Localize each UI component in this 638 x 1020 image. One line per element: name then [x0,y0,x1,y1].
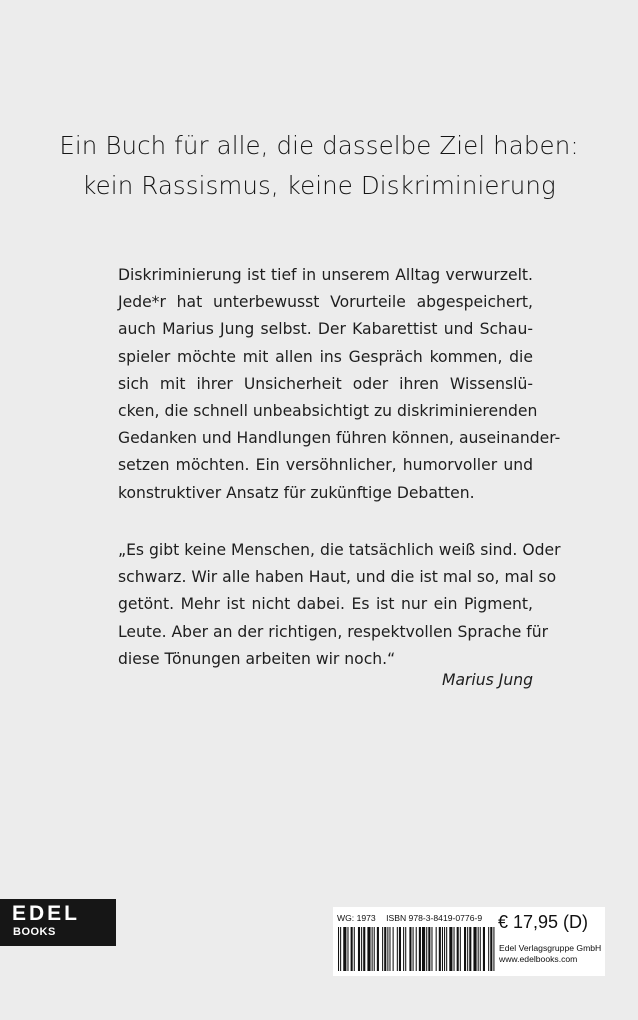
barcode-bar [493,927,494,971]
barcode-bar [377,927,379,971]
barcode-bar [480,927,481,971]
barcode-bar [347,927,348,971]
barcode-bar [460,927,461,971]
barcode-bar [354,927,355,971]
barcode-bar [399,927,401,971]
logo-word-books: BOOKS [13,926,56,938]
barcode-bar [464,927,466,971]
barcode-bar [413,927,414,971]
logo-word-edel: EDEL [12,902,81,925]
barcode-bar [384,927,386,971]
blurb-line: Jede*r hat unterbewusst Vorurteile abgespeichert, [118,293,533,312]
barcode-bar [449,927,452,971]
barcode-bar [387,927,388,971]
blurb-line: spieler möchte mit allen ins Gespräch kommen, die [118,347,533,366]
barcode-bar [490,927,492,971]
barcode-bar [473,927,476,971]
quote-line: „Es gibt keine Menschen, die tatsächlich weiß sind. Oder [118,541,561,559]
barcode-bar [446,927,447,971]
barcode-bar [393,927,394,971]
barcode-bar [338,927,339,971]
publisher-info [499,943,601,965]
barcode-bar [367,927,370,971]
barcode-bar [454,927,455,971]
blurb-line: setzen möchten. Ein versöhnlicher, humorvoller und [118,456,533,475]
barcode-bar [467,927,468,971]
barcode-info [337,911,498,925]
barcode-bar [374,927,375,971]
barcode-bar [361,927,362,971]
barcode-bar [488,927,489,971]
barcode-bar [436,927,437,971]
barcode-bar [469,927,471,971]
barcode-bar [389,927,390,971]
quote-paragraph [118,537,561,673]
barcode-bar [442,927,443,971]
barcode-bar [444,927,445,971]
barcode-bars [337,927,495,971]
blurb-line: Gedanken und Handlungen führen können, auseinander- [118,429,561,448]
barcode-bar [457,927,459,971]
barcode-bar [351,927,353,971]
blurb-line: sich mit ihrer Unsicherheit oder ihren Wissenslü- [118,374,533,393]
barcode-bar [428,927,430,971]
headline-line-2: kein Rassismus, keine Diskriminierung [82,171,556,200]
barcode-bar [426,927,427,971]
quote-line: getönt. Mehr ist nicht dabei. Es ist nur ein Pigment, [118,595,533,614]
blurb-line: konstruktiver Ansatz für zukünftige Debatten. [118,483,475,502]
blurb-line: Diskriminierung ist tief in unserem Alltag verwurzelt. [118,266,533,284]
isbn-number: ISBN 978-3-8419-0776-9 [386,913,483,923]
barcode-bar [422,927,425,971]
quote-line: schwarz. Wir alle haben Haut, und die ist mal so, mal so [118,568,557,587]
headline [40,126,598,206]
price: € 17,95 (D) [498,912,589,932]
headline-line-1: Ein Buch für alle, die dasselbe Ziel haben: [59,131,579,160]
barcode-bar [409,927,411,971]
barcode-bar [397,927,398,971]
blurb-line: auch Marius Jung selbst. Der Kabarettist und Schau- [118,320,533,339]
blurb-line: cken, die schnell unbeabsichtigt zu diskriminierenden [118,401,538,420]
publisher-website: www.edelbooks.com [499,954,578,964]
wg-code: WG: 1973 [337,913,376,923]
quote-author: Marius Jung [442,671,533,689]
barcode-label [333,907,605,976]
barcode-bar [372,927,373,971]
barcode-bar [478,927,479,971]
barcode-bar [358,927,360,971]
barcode-bar [403,927,404,971]
barcode-bar [343,927,346,971]
barcode-bar [416,927,417,971]
barcode-bar [483,927,485,971]
barcode-bar [340,927,341,971]
barcode-bar [431,927,432,971]
quote-line: diese Tönungen arbeiten wir noch.“ [118,649,396,668]
barcode-bar [363,927,365,971]
publisher-logo [0,899,116,946]
barcode-bar [439,927,441,971]
publisher-name: Edel Verlagsgruppe GmbH [499,943,602,953]
barcode-bar [419,927,421,971]
barcode-bar [405,927,406,971]
blurb-paragraph [118,262,561,507]
quote-line: Leute. Aber an der richtigen, respektvollen Sprache für [118,622,549,641]
barcode-bar [382,927,383,971]
